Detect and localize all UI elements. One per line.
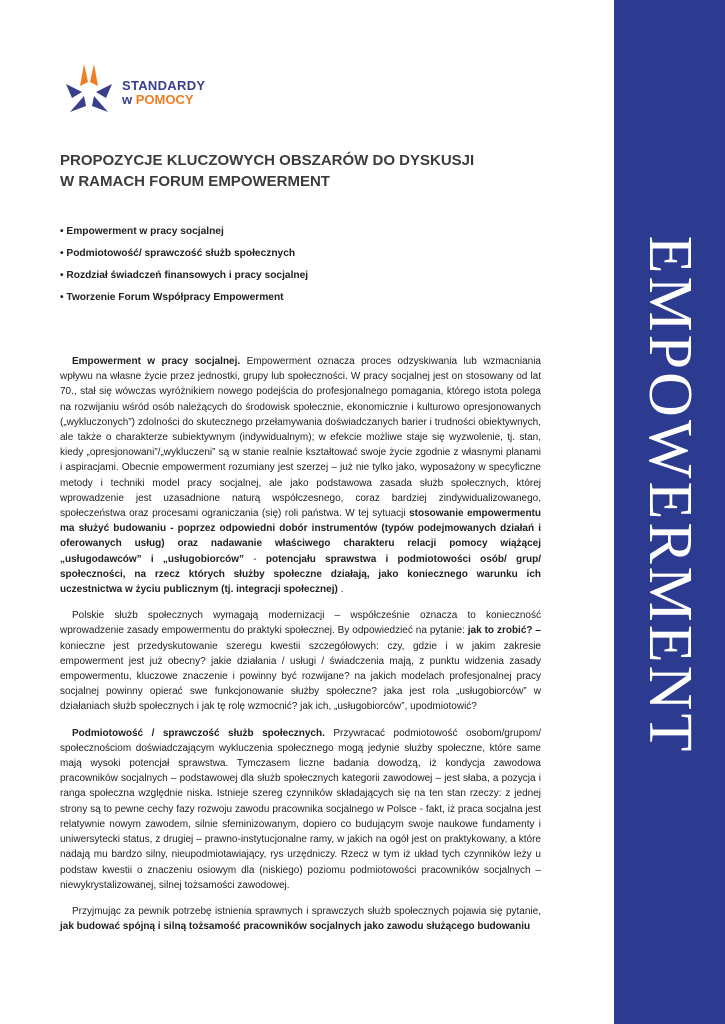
paragraph-modernization: Polskie służb społecznych wymagają modernizacji – współcześnie oznacza to konieczność wprowadzenie zasady empowermentu do praktyki społecznej. By odpowiedzieć na pytanie: jak to zrobić? – konieczne jest przedyskutowanie szeregu kwestii szczegółowych: czy, gdzie i w jakim zakresie empowerment jest już obecny? jakie działania / usługi / świadczenia mają, z punktu widzenia zasady empowermentu, kluczowe znaczenie i powinny być rozwijane? na jakich modelach profesjonalnej pracy socjalnej powinny opierać swe funkcjonowanie służby społeczne? jaka jest rola „usługobiorców” w działaniach służb społecznych i jak tę rolę wzmocnić? jak ich, „usługobiorców”, upodmiotowić? [60,610,541,713]
logo-mark-icon [62,60,118,120]
paragraph-identity: Przyjmując za pewnik potrzebę istnienia sprawnych i sprawczych służb społecznych pojawia się pytanie, jak budować spójną i silną tożsamość pracowników socjalnych jako zawodu służącego budowaniu [60,905,541,933]
paragraph-agency: Podmiotowość / sprawczość służb społecznych. Przywracać podmiotowość osobom/grupom/ społecznościom doświadczającym wykluczenia społecznego mogą jedynie służby społeczne, które same mają wysoki potencjał sprawstwa. Tymczasem liczne badania dowodzą, iż kondycja zawodowa pracowników socjalnych – podstawowej dla służb społecznych kategorii zawodowej – jest słaba, a pozycja i ranga społeczna względnie niska. Istnieje szereg czynników składających się na ten stan rzeczy: z jednej strony są to pewne cechy fazy rozwoju zawodu pracownika socjalnego w Polsce - fakt, iż praca socjalna jest relatywnie nowym zawodem, silnie sfeminizowanym, dopiero co budującym swoje naukowe fundamenty i uniwersytecki status, z drugiej – prawno-instytucjonalne ramy, w jakich na ogół jest on praktykowany, a które nadają mu bardzo silny, nieupodmiotawiający, rys urzędniczy. Rzecz w tym iż układ tych czynników leży u podstaw kwestii o znaczeniu osiowym dla (niskiego) poziomu podmiotowości pracowników socjalnych – niewykrystalizowanej, silnej tożsamości zawodowej. [60,727,541,891]
list-item: • Empowerment w pracy socjalnej [60,226,224,237]
body-text [60,354,541,945]
title-line1: PROPOZYCJE KLUCZOWYCH OBSZARÓW DO DYSKUSJI [60,152,475,169]
title-line2: W RAMACH FORUM EMPOWERMENT [60,173,330,190]
paragraph-empowerment: Empowerment w pracy socjalnej. Empowerment oznacza proces odzyskiwania lub wzmacniania wpływu na własne życie przez jednostki, grupy lub społeczności. W pracy socjalnej jest on stosowany od lat 70., stał się wówczas wyróżnikiem nowego podejścia do profesjonalnego pomagania, którego istota polega na rozwijaniu wśród osób należących do środowisk społecznie, ekonomicznie i kulturowo opresjonowanych („wykluczonych”) zdolności do skutecznego przełamywania doświadczanych barier i trudności obiektywnych, ale także o charakterze subiektywnym (indywidualnym); w efekcie możliwe staje się wyzwolenie, tj. stan, kiedy „opresjonowani”/„wykluczeni” są w stanie realnie kształtować swoje życie zgodnie z własnymi planami i aspiracjami. Obecnie empowerment rozumiany jest szerzej – już nie tylko jako, wyposażony w specyficzne metody i techniki model pracy socjalnej, ale jako podstawowa zasada służb społecznych, której wprowadzenie jest uzasadnione naturą współczesnego, coraz bardziej zindywidualizowanego, społeczeństwa oraz procesami ograniczania (się) roli państwa. W tej sytuacji stosowanie empowermentu ma służyć budowaniu - poprzez odpowiedni dobór instrumentów (typów podejmowanych działań i oferowanych usług) oraz nadawanie właściwego charakteru relacji pomocy wiążącej „usługodawców” i „usługobiorców” - potencjału sprawstwa i podmiotowości osób/ grup/ społeczności, na rzecz których służby społeczne działają, jako koniecznego warunku ich uczestnictwa w życiu publicznym (tj. integracji społecznej) . [60,356,541,596]
list-item: • Tworzenie Forum Współpracy Empowerment [60,292,284,303]
sidebar-word: EMPOWERMENT [636,235,704,755]
page-title [60,150,580,192]
list-item: • Rozdział świadczeń finansowych i pracy socjalnej [60,270,309,281]
list-item: • Podmiotowość/ sprawczość służb społecznych [60,248,296,259]
logo-text-line2: w POMOCY [122,92,194,107]
topic-list [60,226,580,314]
logo-text-line1: STANDARDY [122,78,206,93]
logo [62,60,222,122]
